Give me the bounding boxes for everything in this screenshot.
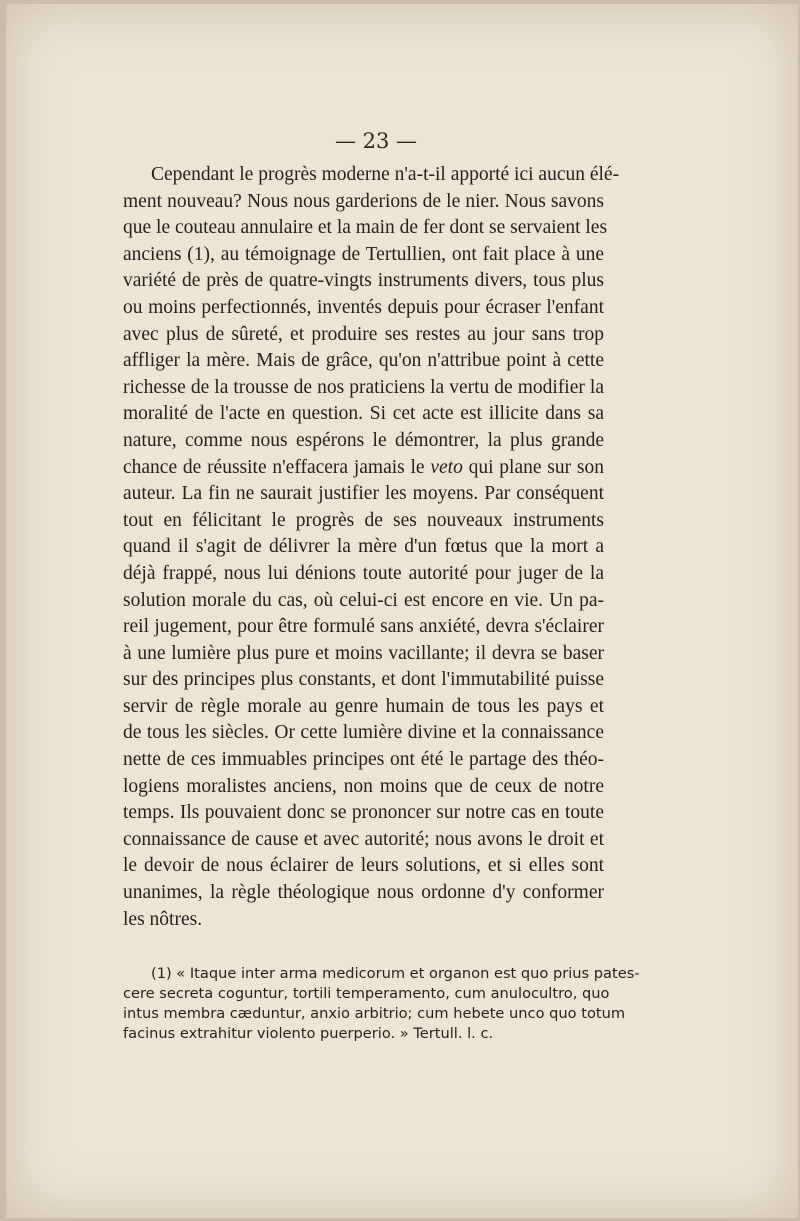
text-line: le devoir de nous éclairer de leurs solutions, et si elles sont xyxy=(123,855,604,877)
footnote-line: intus membra cæduntur, anxio arbitrio; cum hebete unco quo totum xyxy=(123,1005,626,1022)
text-line: solution morale du cas, où celui-ci est encore en vie. Un pa- xyxy=(123,589,604,611)
text-line: servir de règle morale au genre humain de tous les pays et xyxy=(123,695,604,717)
text-line: unanimes, la règle théologique nous ordonne d'y conformer xyxy=(123,882,604,904)
text-line: connaissance de cause et avec autorité; nous avons le droit et xyxy=(123,828,604,850)
text-line: variété de près de quatre-vingts instruments divers, tous plus xyxy=(123,270,604,292)
text-line: ment nouveau? Nous nous garderions de le nier. Nous savons xyxy=(123,190,604,212)
text-line: tout en félicitant le progrès de ses nouveaux instruments xyxy=(123,509,604,531)
text-line: auteur. La fin ne saurait justifier les moyens. Par conséquent xyxy=(123,483,604,505)
page-number: — 23 — xyxy=(334,129,418,153)
text-line: affliger la mère. Mais de grâce, qu'on n'attribue point à cette xyxy=(123,350,604,372)
text-line: temps. Ils pouvaient donc se prononcer sur notre cas en toute xyxy=(123,802,604,824)
text-line: reil jugement, pour être formulé sans anxiété, devra s'éclairer xyxy=(123,616,604,638)
text-line: logiens moralistes anciens, non moins que de ceux de notre xyxy=(123,775,604,797)
body-text xyxy=(123,162,620,933)
footnote xyxy=(123,964,640,1044)
footnote-line: (1) « Itaque inter arma medicorum et organon est quo prius pates- xyxy=(151,965,640,982)
text-line: que le couteau annulaire et la main de fer dont se servaient les xyxy=(123,217,608,239)
text-line: richesse de la trousse de nos praticiens la vertu de modifier la xyxy=(123,376,604,398)
italic-word: veto xyxy=(430,456,463,478)
text-line: avec plus de sûreté, et produire ses restes au jour sans trop xyxy=(123,323,604,345)
text-line: nature, comme nous espérons le démontrer, la plus grande xyxy=(123,429,604,451)
text-line: de tous les siècles. Or cette lumière divine et la connaissance xyxy=(123,722,604,744)
text-line: déjà frappé, nous lui dénions toute autorité pour juger de la xyxy=(123,562,604,584)
book-page xyxy=(6,4,798,1218)
text-line: sur des principes plus constants, et dont l'immutabilité puisse xyxy=(123,669,604,691)
text-line: à une lumière plus pure et moins vacillante; il devra se baser xyxy=(123,642,604,664)
footnote-line: facinus extrahitur violento puerperio. » Tertull. l. c. xyxy=(123,1025,494,1042)
text-line: anciens (1), au témoignage de Tertullien, ont fait place à une xyxy=(123,243,604,265)
text-line: les nôtres. xyxy=(123,908,203,930)
text-line: moralité de l'acte en question. Si cet acte est illicite dans sa xyxy=(123,403,604,425)
text-line: ou moins perfectionnés, inventés depuis pour écraser l'enfant xyxy=(123,296,604,318)
text-line: Cependant le progrès moderne n'a-t-il apporté ici aucun élé- xyxy=(151,164,620,185)
footnote-line: cere secreta coguntur, tortili temperamento, cum anulocultro, quo xyxy=(123,985,610,1002)
text-line: nette de ces immuables principes ont été le partage des théo- xyxy=(123,749,604,771)
text-line: chance de réussite n'effacera jamais le veto qui plane sur son xyxy=(123,456,604,478)
text-line: quand il s'agit de délivrer la mère d'un fœtus que la mort a xyxy=(123,536,604,558)
